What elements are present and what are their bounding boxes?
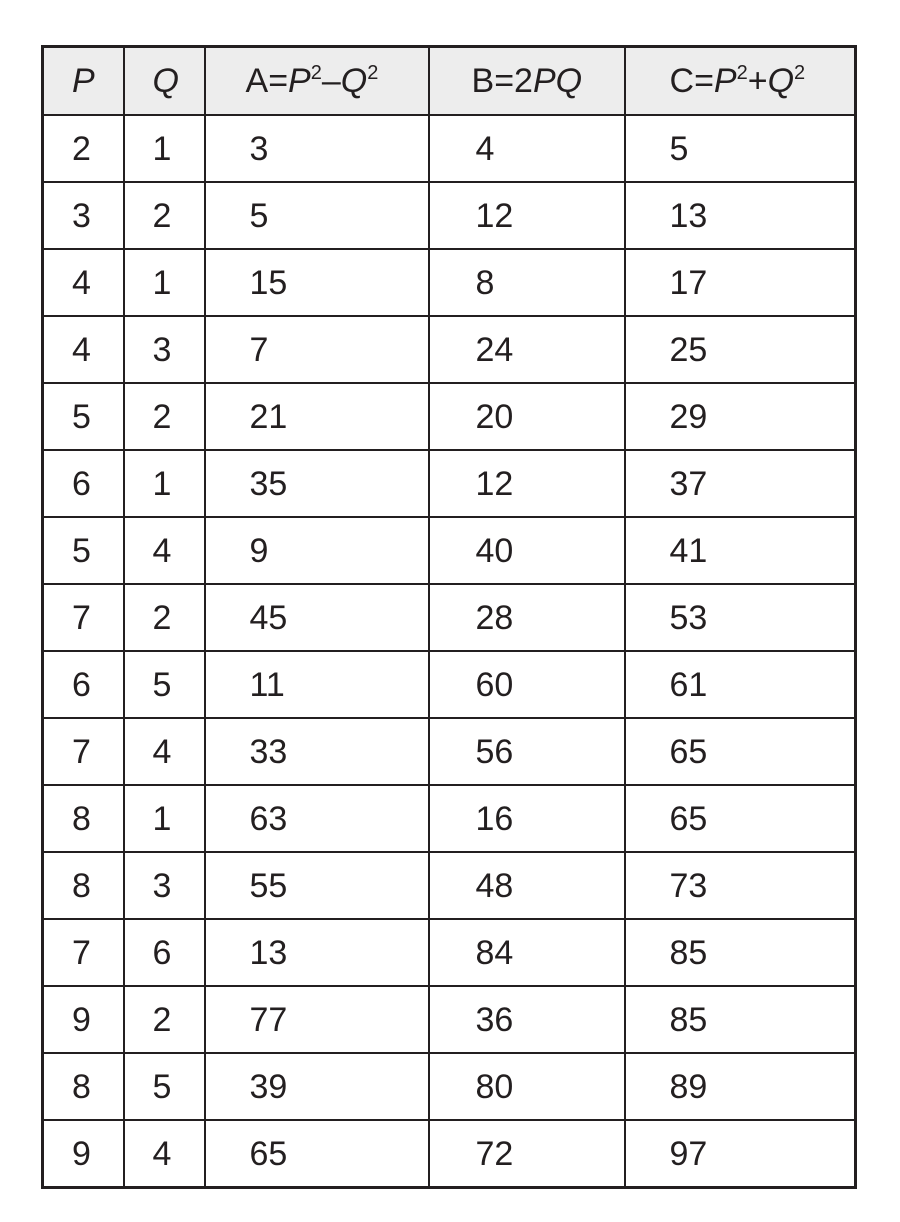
cell-b: 12 xyxy=(429,182,625,249)
cell-p: 8 xyxy=(43,1053,124,1120)
table-row xyxy=(43,316,856,383)
cell-a: 45 xyxy=(205,584,429,651)
cell-q: 5 xyxy=(124,1053,205,1120)
cell-b: 24 xyxy=(429,316,625,383)
cell-c: 73 xyxy=(625,852,856,919)
cell-c: 13 xyxy=(625,182,856,249)
table-row xyxy=(43,651,856,718)
cell-b: 48 xyxy=(429,852,625,919)
cell-q: 2 xyxy=(124,383,205,450)
cell-c: 85 xyxy=(625,919,856,986)
header-p: P xyxy=(43,47,124,116)
cell-p: 6 xyxy=(43,651,124,718)
cell-q: 2 xyxy=(124,584,205,651)
cell-c: 29 xyxy=(625,383,856,450)
cell-p: 6 xyxy=(43,450,124,517)
cell-p: 4 xyxy=(43,316,124,383)
table-row xyxy=(43,785,856,852)
cell-p: 7 xyxy=(43,919,124,986)
table-row xyxy=(43,182,856,249)
cell-a: 15 xyxy=(205,249,429,316)
cell-a: 11 xyxy=(205,651,429,718)
cell-a: 7 xyxy=(205,316,429,383)
cell-a: 55 xyxy=(205,852,429,919)
table-row xyxy=(43,249,856,316)
cell-c: 65 xyxy=(625,718,856,785)
cell-a: 77 xyxy=(205,986,429,1053)
cell-c: 65 xyxy=(625,785,856,852)
header-c-formula: $C=P^2+Q^2$ xyxy=(625,47,856,116)
cell-b: 40 xyxy=(429,517,625,584)
table-row xyxy=(43,517,856,584)
cell-c: 89 xyxy=(625,1053,856,1120)
table-row xyxy=(43,1120,856,1188)
cell-b: 16 xyxy=(429,785,625,852)
cell-p: 5 xyxy=(43,517,124,584)
cell-b: 60 xyxy=(429,651,625,718)
cell-c: 37 xyxy=(625,450,856,517)
table-row xyxy=(43,718,856,785)
cell-c: 53 xyxy=(625,584,856,651)
cell-a: 21 xyxy=(205,383,429,450)
cell-a: 5 xyxy=(205,182,429,249)
table-row xyxy=(43,852,856,919)
cell-c: 41 xyxy=(625,517,856,584)
cell-q: 2 xyxy=(124,182,205,249)
header-row xyxy=(43,47,856,116)
cell-q: 1 xyxy=(124,785,205,852)
cell-q: 1 xyxy=(124,450,205,517)
cell-b: 84 xyxy=(429,919,625,986)
cell-b: 20 xyxy=(429,383,625,450)
cell-p: 7 xyxy=(43,584,124,651)
cell-q: 5 xyxy=(124,651,205,718)
cell-b: 12 xyxy=(429,450,625,517)
table-body xyxy=(43,115,856,1188)
cell-p: 2 xyxy=(43,115,124,182)
table-row xyxy=(43,986,856,1053)
cell-q: 3 xyxy=(124,852,205,919)
header-a-formula: $A=P^2-Q^2$ xyxy=(205,47,429,116)
header-b-formula: B=2PQ xyxy=(429,47,625,116)
cell-b: 36 xyxy=(429,986,625,1053)
cell-b: 56 xyxy=(429,718,625,785)
header-q: Q xyxy=(124,47,205,116)
cell-a: 13 xyxy=(205,919,429,986)
cell-c: 5 xyxy=(625,115,856,182)
cell-q: 3 xyxy=(124,316,205,383)
cell-c: 17 xyxy=(625,249,856,316)
table-row xyxy=(43,1053,856,1120)
cell-a: 65 xyxy=(205,1120,429,1188)
cell-p: 8 xyxy=(43,785,124,852)
cell-p: 9 xyxy=(43,1120,124,1188)
cell-b: 80 xyxy=(429,1053,625,1120)
cell-c: 85 xyxy=(625,986,856,1053)
cell-q: 2 xyxy=(124,986,205,1053)
cell-q: 4 xyxy=(124,718,205,785)
cell-b: 28 xyxy=(429,584,625,651)
cell-c: 61 xyxy=(625,651,856,718)
cell-p: 5 xyxy=(43,383,124,450)
cell-b: 4 xyxy=(429,115,625,182)
table-row xyxy=(43,115,856,182)
cell-c: 97 xyxy=(625,1120,856,1188)
table-row xyxy=(43,919,856,986)
cell-a: 35 xyxy=(205,450,429,517)
pythagorean-triples-table xyxy=(41,45,857,1189)
cell-q: 4 xyxy=(124,1120,205,1188)
cell-q: 4 xyxy=(124,517,205,584)
cell-a: 9 xyxy=(205,517,429,584)
table-row xyxy=(43,450,856,517)
cell-b: 72 xyxy=(429,1120,625,1188)
cell-b: 8 xyxy=(429,249,625,316)
cell-q: 1 xyxy=(124,115,205,182)
table-row xyxy=(43,584,856,651)
table-row xyxy=(43,383,856,450)
cell-a: 39 xyxy=(205,1053,429,1120)
table-header xyxy=(43,47,856,116)
cell-p: 9 xyxy=(43,986,124,1053)
cell-p: 7 xyxy=(43,718,124,785)
cell-a: 33 xyxy=(205,718,429,785)
cell-p: 3 xyxy=(43,182,124,249)
cell-p: 8 xyxy=(43,852,124,919)
cell-a: 63 xyxy=(205,785,429,852)
cell-q: 6 xyxy=(124,919,205,986)
cell-q: 1 xyxy=(124,249,205,316)
cell-a: 3 xyxy=(205,115,429,182)
cell-p: 4 xyxy=(43,249,124,316)
cell-c: 25 xyxy=(625,316,856,383)
